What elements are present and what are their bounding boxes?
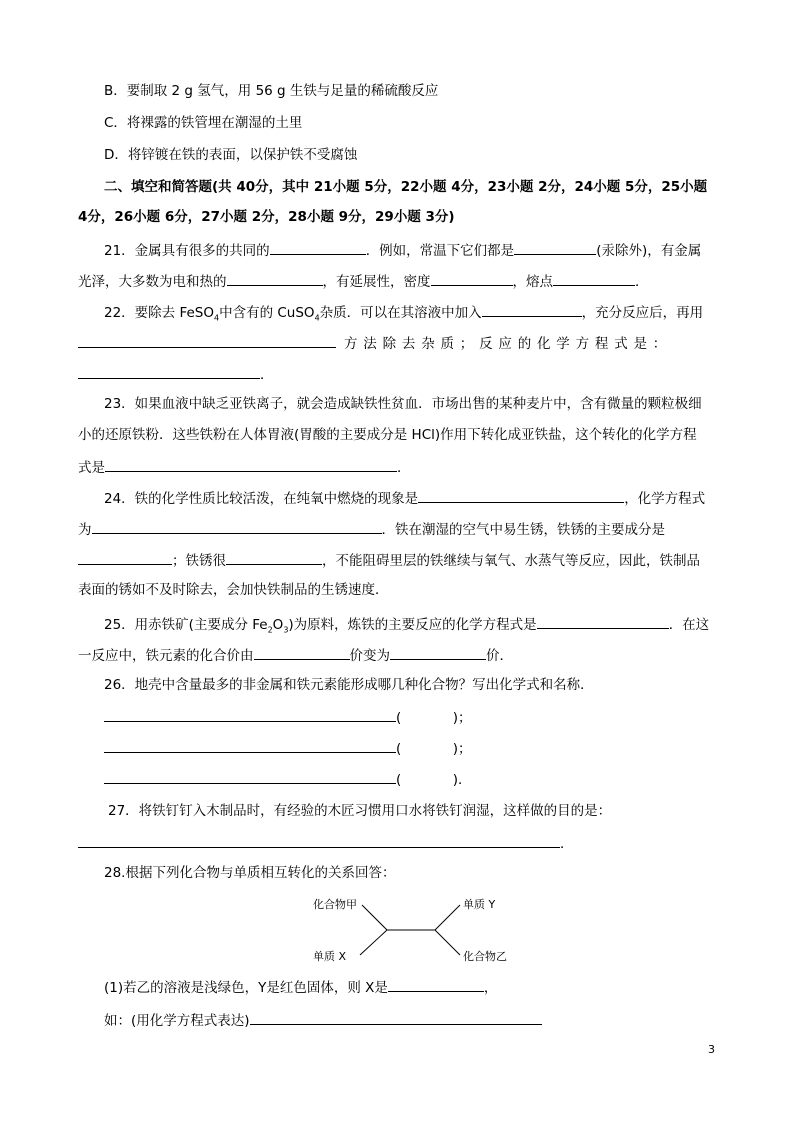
diagram-label-compound-jia: 化合物甲 — [313, 898, 357, 911]
option-b: B．要制取 2 g 氢气，用 56 g 生铁与足量的稀硫酸反应 — [104, 83, 439, 99]
q28-text-p1a: (1)若乙的溶液是浅绿色，Y是红色固体，则 X是 — [104, 980, 388, 996]
q28-text-p1b: ， — [483, 980, 498, 996]
q25-text-a: 25．用赤铁矿(主要成分 Fe — [104, 617, 268, 633]
q23-line2: 小的还原铁粉．这些铁粉在人体胃液(胃酸的主要成分是 HCl)作用下转化成亚铁盐，这个转化的化学方程 — [78, 427, 697, 443]
q27-text-end: ． — [560, 836, 574, 852]
q25-text-e: 价变为 — [349, 648, 390, 664]
section-heading-line2: 4分，26小题 6分，27小题 2分，28小题 9分，29小题 3分) — [78, 209, 455, 225]
q26-row3-paren: ( )． — [396, 772, 472, 788]
q23-line1: 23．如果血液中缺乏亚铁离子，就会造成缺铁性贫血．市场出售的某种麦片中，含有微量的颗粒极细 — [104, 396, 702, 412]
q25-text-f: 价． — [486, 648, 513, 664]
q24-text-c: 为 — [78, 522, 92, 538]
q25-text-a2: O — [272, 617, 284, 633]
q21-text-f: ，熔点 — [512, 274, 553, 290]
q28-title: 28.根据下列化合物与单质相互转化的关系回答： — [104, 865, 396, 881]
q22-text-c: 杂质．可以在其溶液中加入 — [319, 305, 482, 321]
q24-text-f: ，不能阻碍里层的铁继续与氧气、水蒸气等反应，因此，铁制品 — [322, 553, 700, 569]
q23-text-a: 式是 — [78, 460, 105, 476]
q21-text-e: ，有延展性，密度 — [322, 274, 431, 290]
q28-part1 — [104, 977, 497, 997]
q25-text-b: )为原料，炼铁的主要反应的化学方程式是 — [288, 617, 537, 633]
q26-row2-paren: ( )； — [396, 741, 472, 757]
q28-text-p2: 如：(用化学方程式表达) — [104, 1013, 250, 1029]
q25-text-d: 一反应中，铁元素的化合价由 — [78, 648, 254, 664]
q22-text-a: 22．要除去 FeSO — [104, 305, 214, 321]
q24-text-a: 24．铁的化学性质比较活泼，在纯氧中燃烧的现象是 — [104, 491, 419, 507]
q24-text-b: ，化学方程式 — [624, 491, 706, 507]
q22-sub-1: 4 — [214, 313, 220, 323]
q22-text-e: 方法除去杂质；反应的化学方程式是： — [344, 336, 673, 352]
diagram-line-br — [435, 930, 460, 955]
q21-text-a: 21．金属具有很多的共同的 — [104, 243, 270, 259]
option-d: D．将锌镀在铁的表面，以保护铁不受腐蚀 — [104, 147, 358, 163]
q22-text-d: ，充分反应后，再用 — [581, 305, 704, 321]
q26-title: 26．地壳中含量最多的非金属和铁元素能形成哪几种化合物？写出化学式和名称． — [104, 677, 594, 693]
q25-sub-1: 2 — [267, 625, 273, 635]
q27-line1: 27．将铁钉钉入木制品时，有经验的木匠习惯用口水将铁钉润湿，这样做的目的是： — [108, 803, 612, 819]
q28-blank-1[interactable] — [388, 977, 484, 992]
q23-text-b: ． — [397, 460, 411, 476]
page-number: 3 — [708, 1043, 715, 1056]
q22-text-b: 中含有的 CuSO — [219, 305, 315, 321]
diagram-label-element-y: 单质 Y — [463, 898, 496, 911]
diagram-line-bl — [360, 930, 387, 955]
q22-text-f: ． — [260, 367, 274, 383]
option-c: C．将裸露的铁管埋在潮湿的土里 — [104, 115, 303, 131]
q24-text-e: ；铁锈很 — [172, 553, 226, 569]
q21-text-d: 光泽，大多数为电和热的 — [78, 274, 227, 290]
diagram-line-tl — [362, 905, 387, 930]
q28-part2 — [104, 1010, 542, 1030]
q28-blank-2[interactable] — [250, 1010, 542, 1025]
q25-sub-2: 3 — [283, 625, 289, 635]
diagram-line-tr — [435, 905, 460, 930]
q21-text-b: ．例如，常温下它们都是 — [365, 243, 515, 259]
q21-text-g: ． — [635, 274, 649, 290]
q21-text-c: (汞除外)，有金属 — [596, 243, 702, 259]
diagram-label-compound-yi: 化合物乙 — [463, 950, 507, 963]
q24-line4: 表面的锈如不及时除去，会加快铁制品的生锈速度． — [78, 582, 389, 598]
q26-row1-paren: ( )； — [396, 710, 472, 726]
section-heading-line1: 二、填空和简答题(共 40分，其中 21小题 5分，22小题 4分，23小题 2分，24小题 5分，25小题 — [104, 179, 708, 195]
q25-text-c: ．在这 — [668, 617, 710, 633]
q24-text-d: ．铁在潮湿的空气中易生锈，铁锈的主要成分是 — [381, 522, 665, 538]
diagram-label-element-x: 单质 X — [313, 950, 347, 963]
q22-sub-2: 4 — [314, 313, 320, 323]
